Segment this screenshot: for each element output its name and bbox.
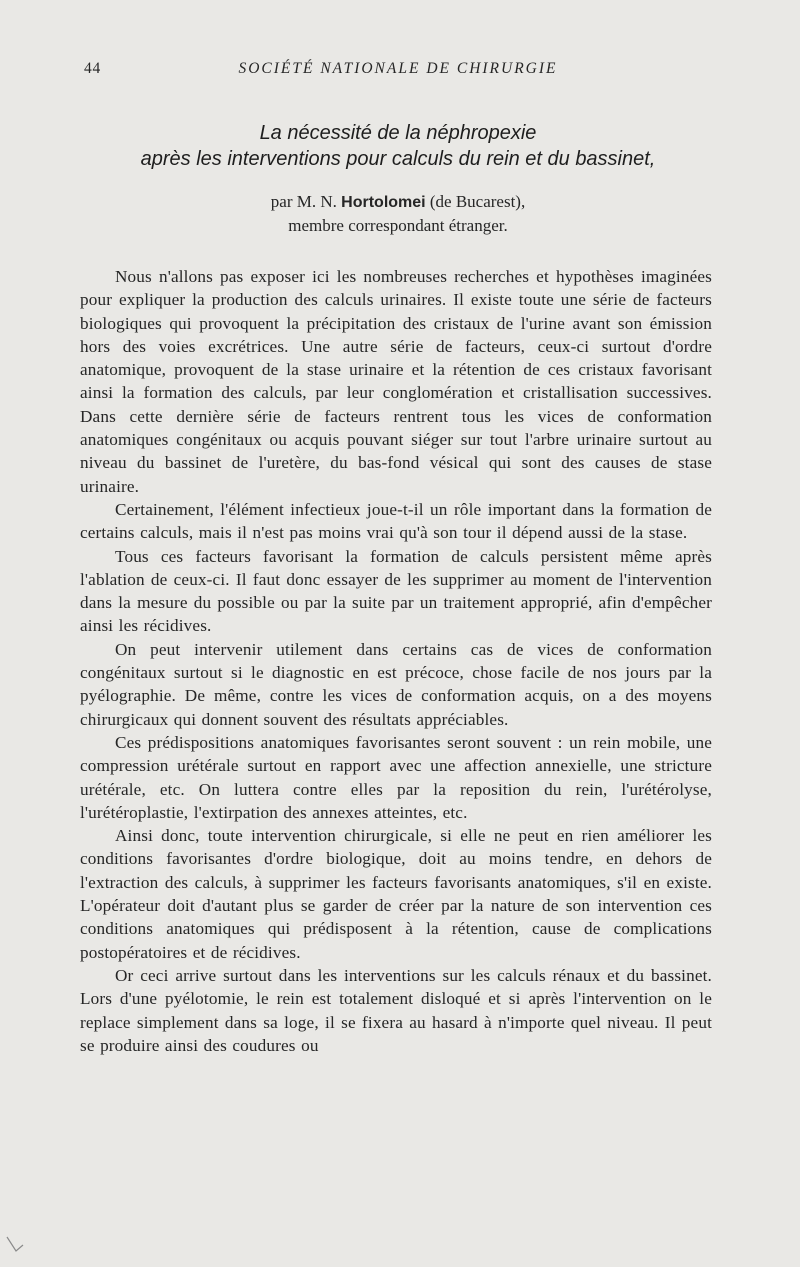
author-block: [84, 190, 712, 237]
article-title: [84, 120, 712, 172]
article-title-line-2: après les interventions pour calculs du rein et du bassinet,: [140, 148, 656, 170]
author-prefix: par M. N.: [270, 192, 337, 211]
paragraph: On peut intervenir utilement dans certains cas de vices de conformation congénitaux surtout si le diagnostic en est précoce, chose facile de nos jours par la pyélographie. De même, contre les vices de conformation acquis, on a des moyens chirurgicaux qui donnent souvent des résultats appréciables.: [80, 639, 712, 729]
author-line: [84, 190, 712, 214]
paragraph: Ces prédispositions anatomiques favorisantes seront souvent : un rein mobile, une compression urétérale surtout en rapport avec une affection annexielle, une stricture urétérale, etc. On luttera contre elles par la reposition du rein, l'urétérolyse, l'urétéroplastie, l'extirpation des annexes atteintes, etc.: [80, 732, 712, 822]
paragraph: Nous n'allons pas exposer ici les nombreuses recherches et hypothèses imaginées pour expliquer la production des calculs urinaires. Il existe toute une série de facteurs biologiques qui provoquent la précipitation des cristaux de l'urine avant son émission hors des voies excrétrices. Une autre série de facteurs, ceux-ci surtout d'ordre anatomique, provoquent de la stase urinaire et la rétention de ces cristaux favorisant ainsi la formation des calculs, par leur conglomération et cristallisation successives. Dans cette dernière série de facteurs rentrent tous les vices de conformation anatomiques congénitaux ou acquis pouvant siéger sur tout l'arbre urinaire surtout au niveau du bassinet de l'uretère, du bas-fond vésical qui sont des causes de stase urinaire.: [80, 267, 712, 496]
paragraph: Certainement, l'élément infectieux joue-t-il un rôle important dans la formation de certains calculs, mais il n'est pas moins vrai qu'à son tour il dépend aussi de la stase.: [80, 499, 712, 543]
paragraph: Or ceci arrive surtout dans les interventions sur les calculs rénaux et du bassinet. Lors d'une pyélotomie, le rein est totalement disloqué et si après l'intervention on le replace simplement dans sa loge, il se fixera au hasard à n'importe quel niveau. Il peut se produire ainsi des coudures ou: [80, 965, 712, 1055]
journal-title: SOCIÉTÉ NATIONALE DE CHIRURGIE: [238, 60, 558, 77]
article-body: [80, 265, 712, 1057]
paragraph: Tous ces facteurs favorisant la formation de calculs persistent même après l'ablation de ceux-ci. Il faut donc essayer de les supprimer au moment de l'intervention dans la mesure du possible ou par la suite par un traitement approprié, afin d'empêcher ainsi les récidives.: [80, 546, 712, 636]
author-name: Hortolomei: [341, 194, 426, 211]
author-role: membre correspondant étranger.: [288, 216, 508, 235]
paragraph: Ainsi donc, toute intervention chirurgicale, si elle ne peut en rien améliorer les conditions favorisantes d'ordre biologique, doit au moins tendre, en dehors de l'extraction des calculs, à supprimer les facteurs favorisants anatomiques, s'il en existe. L'opérateur doit d'autant plus se garder de créer par la nature de son intervention ces conditions anatomiques qui prédisposent à la rétention, cause de complications postopératoires et de récidives.: [80, 826, 712, 962]
running-header: [84, 60, 712, 78]
page-corner-mark-icon: [4, 1233, 26, 1255]
article-title-line-1: La nécessité de la néphropexie: [259, 122, 537, 144]
author-affiliation: (de Bucarest),: [429, 192, 526, 211]
page-number: 44: [84, 60, 102, 77]
